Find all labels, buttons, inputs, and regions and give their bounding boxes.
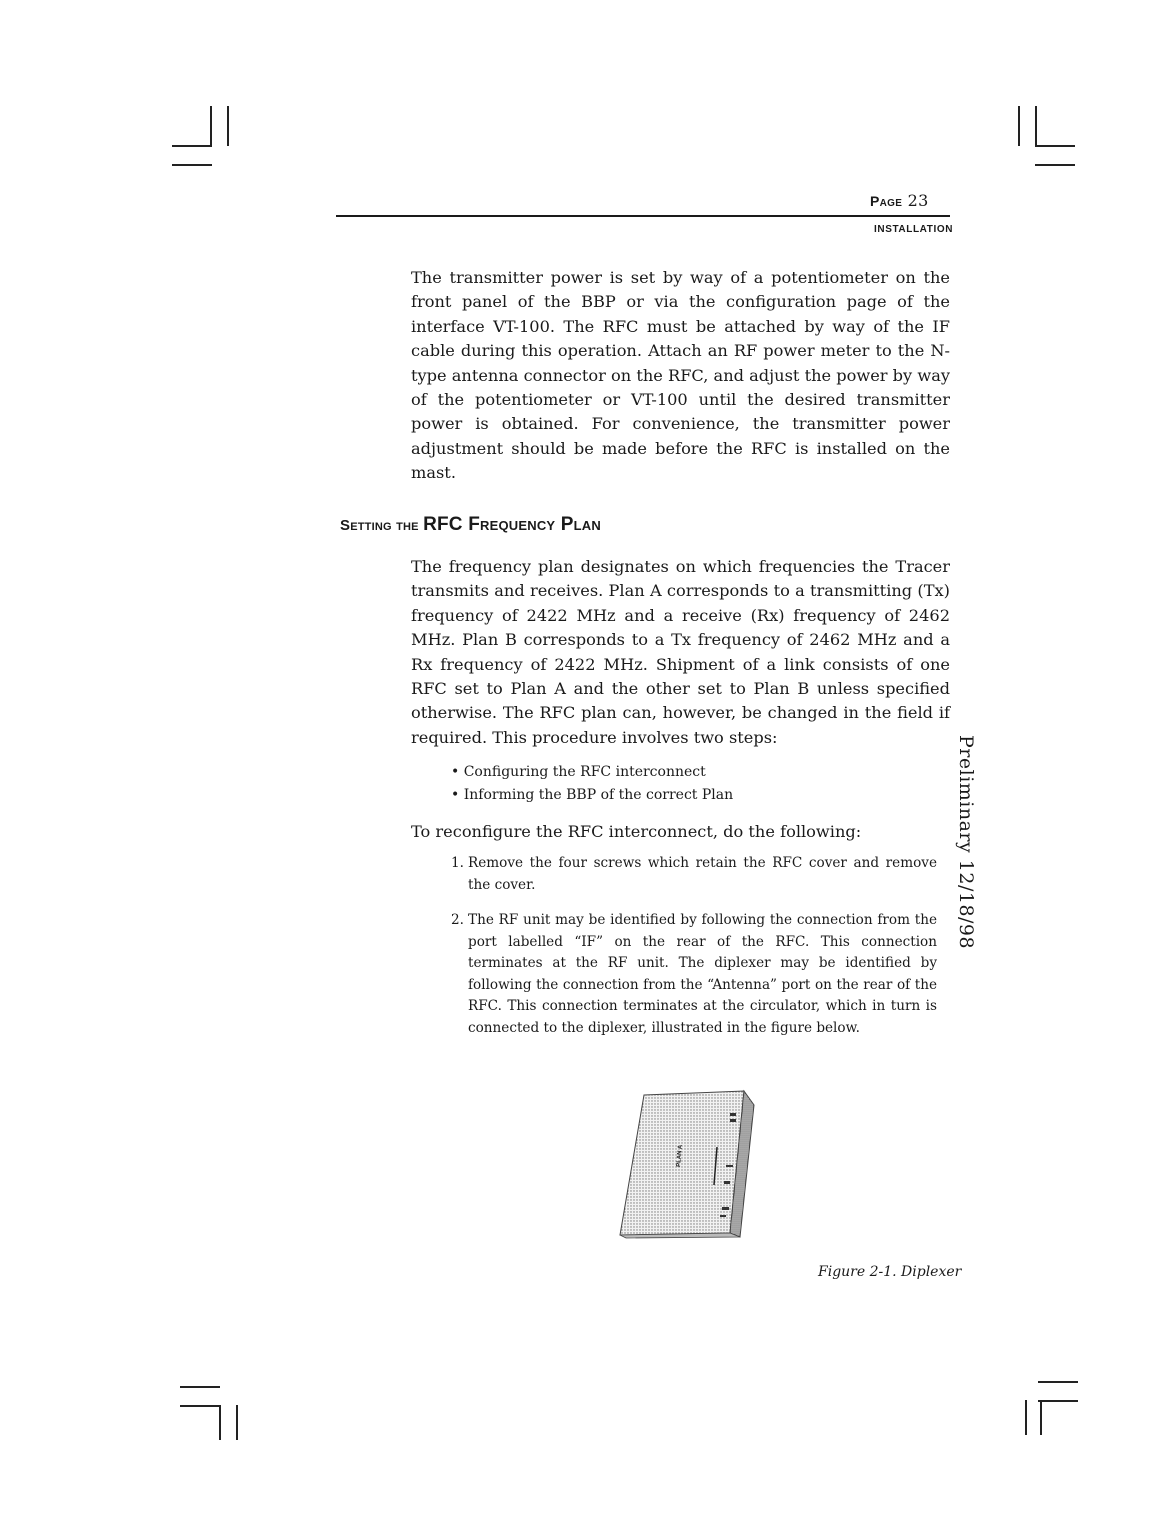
diplexer-label: PLAN A [676,1144,684,1168]
bullet-list [451,761,733,807]
crop-mark [1038,1381,1078,1383]
crop-mark [1018,106,1020,146]
list-item: • Informing the BBP of the correct Plan [451,784,733,807]
crop-mark [180,1405,220,1407]
preliminary-stamp: Preliminary 12/18/98 [955,735,977,950]
plan-paragraph: The frequency plan designates on which frequencies the Tracer transmits and receives. Plan A corresponds to a transmitting (Tx) frequency of 2422 MHz and a receive (Rx) frequency of 2462 MHz. Plan B corresponds to a Tx frequency of 2462 MHz and a Rx frequency of 2422 MHz. Shipment of a link consists of one RFC set to Plan A and the other set to Plan B unless specified otherwise. The RFC plan can, however, be changed in the field if required. This procedure involves two steps: [411,557,950,747]
step-number: 2. [451,912,464,928]
heading-part1: Setting the [340,517,424,534]
section-heading [340,514,601,536]
crop-mark [172,164,212,166]
step-text: The RF unit may be identified by following the connection from the port labelled “IF” on the rear of the RFC. This connection terminates at the RF unit. The diplexer may be identified by following the connection from the “Antenna” port on the rear of the RFC. This connection terminates at the circulator, which in turn is connected to the diplexer, illustrated in the figure below. [468,912,937,1036]
diplexer-illustration [612,1085,762,1245]
heading-part2: RFC [423,514,463,535]
step-text: Remove the four screws which retain the RFC cover and remove the cover. [468,855,937,893]
step-number: 1. [451,855,464,871]
crop-mark [172,145,212,147]
intro-paragraph: The transmitter power is set by way of a potentiometer on the front panel of the BBP or via the configuration page of the interface VT-100. The RFC must be attached by way of the IF cable during this operation. Attach an RF power meter to the N-type antenna connector on the RFC, and adjust the power by way of the potentiometer or VT-100 until the desired transmitter power is obtained. For convenience, the transmitter power adjustment should be made before the RFC is installed on the mast. [411,268,950,483]
step-item [451,853,937,896]
page-number-value: 23 [907,191,929,210]
page-label: Page [870,193,903,209]
step-item [451,910,937,1039]
crop-mark [227,106,229,146]
reconfigure-intro: To reconfigure the RFC interconnect, do the following: [411,822,862,841]
section-label: INSTALLATION [874,224,954,235]
crop-mark [210,106,212,146]
crop-mark [1025,1400,1027,1435]
page-number [870,191,929,210]
crop-mark [1038,1400,1078,1402]
header-rule [336,215,950,217]
crop-mark [1035,106,1037,146]
crop-mark [219,1405,221,1440]
crop-mark [180,1386,220,1388]
crop-mark [1040,1400,1042,1435]
figure-caption: Figure 2-1. Diplexer [818,1264,962,1280]
crop-mark [1035,145,1075,147]
crop-mark [236,1405,238,1440]
heading-part3: Frequency Plan [462,514,601,535]
list-item: • Configuring the RFC interconnect [451,761,733,784]
crop-mark [1035,164,1075,166]
